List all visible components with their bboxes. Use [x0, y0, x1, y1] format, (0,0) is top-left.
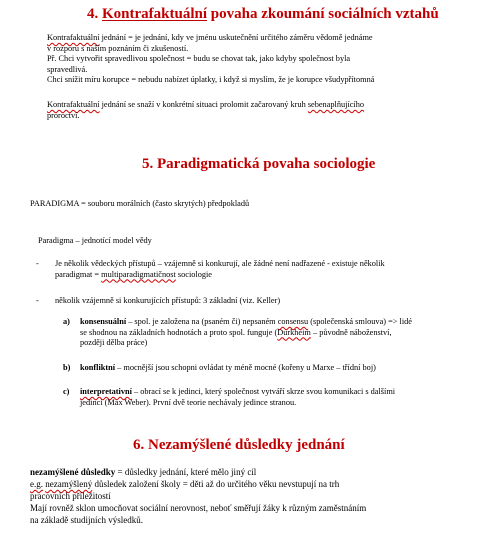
text-line: v rozporu s naším poznáním či zkušeností. [47, 43, 189, 53]
text-line: – spol. je založena na (psaném či) nepsaném [126, 317, 278, 326]
section-6-heading: 6. Nezamýšlené důsledky jednání [133, 437, 345, 453]
paradigm-subheading: Paradigma – jednotící model vědy [38, 236, 152, 245]
text-line: pracovních příležitostí [30, 491, 111, 501]
section-4-title-rest: povaha zkoumání sociálních vztahů [207, 6, 439, 22]
section-4-paragraph-1 [47, 33, 467, 86]
term-consensu: consensu [277, 317, 309, 326]
approach-interpretative [80, 387, 480, 408]
section-5-heading: 5. Paradigmatická povaha sociologie [142, 156, 376, 172]
approach-consensual [80, 317, 480, 349]
section-4-paragraph-2 [47, 100, 467, 121]
text-line: = důsledky jednání, které mělo jiný cíl [115, 467, 257, 477]
section-4-heading [87, 6, 439, 23]
text-line: Chci snížit míru korupce = nebudu nabízet úplatky, i když si myslím, že je korupce všudypřítomná [47, 75, 375, 84]
text-line: se shodnou na základních hodnotách a proto spol. funguje ( [80, 327, 278, 337]
section-4-title-term: Kontrafaktuální [102, 6, 208, 22]
bullet-dash: - [36, 296, 39, 305]
text-line: – mocnější jsou schopni ovládat ty méně mocné (kořeny u Marxe – třídní boj) [115, 363, 376, 372]
bullet-item-2: několik vzájemně si konkurujících přístupů: 3 základní (viz. Keller) [55, 296, 281, 305]
text-line: Mají rovněž sklon umocňovat sociální nerovnost, neboť směřují žáky k různým zaměstnáním [30, 503, 367, 513]
text-line: proroctví. [47, 110, 80, 120]
term-konfliktni: konfliktní [80, 363, 116, 372]
term-kontrafaktualni: Kontrafaktuální [47, 33, 100, 42]
term-multiparadigmaticnost: multiparadigmatičnost [101, 269, 176, 279]
term-durkheim: Durkheim [277, 327, 311, 337]
approach-conflict [80, 363, 376, 374]
text-line: sociologie [175, 269, 212, 279]
term-nezamyslene-dusledky: nezamýšlené důsledky [30, 467, 116, 477]
text-line: paradigmat = [55, 269, 102, 279]
text-line: spravedlivá. [47, 64, 88, 74]
text-line: důsledek založení školy = děti až do určitého věku nevstupují na trh [92, 479, 340, 489]
term-nezamysleny: nezamýšlený [45, 479, 93, 489]
term-konsensualni: konsensuální [80, 317, 127, 326]
text-line: – obrací se k jedinci, který společnost vytváří skrze svou komunikaci s dalšími [131, 387, 396, 396]
list-label-c: c) [63, 387, 70, 396]
bullet-dash: - [36, 259, 39, 268]
section-6-body [30, 466, 480, 526]
paradigm-definition: PARADIGMA = souboru morálních (často skrytých) předpokladů [30, 199, 250, 208]
list-label-a: a) [63, 317, 70, 326]
section-4-number: 4. [87, 6, 99, 22]
text-line: jednání = je jednání, kdy ve jménu uskutečnění určitého záměru vědomě jednáme [99, 33, 373, 42]
term-kontrafaktualni: Kontrafaktuální [47, 100, 100, 109]
text-line: později dělba práce) [80, 338, 148, 347]
text-line: Je několik vědeckých přístupů – vzájemně si konkurují, ale žádné není nadřazené - existuje několik [55, 259, 385, 268]
text-line: Př. Chci vytvořit spravedlivou společnost = budu se chovat tak, jako kdyby společnost byla [47, 54, 351, 63]
list-label-b: b) [63, 363, 71, 372]
term-interpretativni: interpretativní [80, 387, 132, 396]
text-line: jedinci (Max Weber). První dvě teorie nechávaly jedince stranou. [80, 397, 297, 407]
term-eg: e.g. [30, 479, 43, 489]
bullet-item-1 [55, 259, 475, 280]
text-line: (společenská smlouva) => lidé [308, 317, 412, 326]
text-line: na základě studijních výsledků. [30, 515, 143, 525]
text-line: – původně náboženství, [310, 327, 392, 337]
term-sebenaplnujiciho: sebenaplňujícího [307, 100, 365, 109]
text-line: jednání se snaží v konkrétní situaci prolomit začarovaný kruh [99, 100, 308, 109]
